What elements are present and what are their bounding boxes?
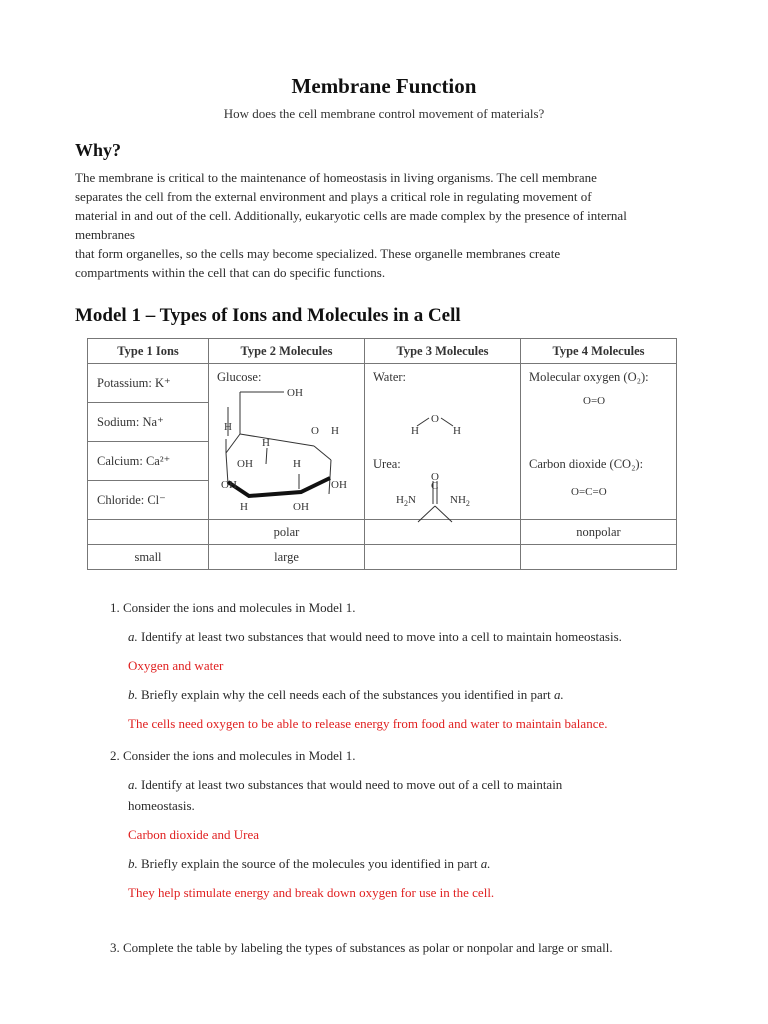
oxygen-formula: O=O — [583, 395, 606, 407]
why-line: The membrane is critical to the maintenance of homeostasis in living organisms. The cell membrane — [75, 170, 597, 185]
answer-2b: They help stimulate energy and break down oxygen for use in the cell. — [128, 885, 495, 900]
size-cell — [521, 545, 677, 570]
glucose-label: Glucose: — [217, 370, 262, 384]
glucose-h-label: H — [293, 458, 301, 470]
urea-nh2-right: $NH_2$ — [450, 494, 470, 509]
part-label: a. — [128, 777, 138, 792]
question-3: 3. Complete the table by labeling the types of substances as polar or nonpolar and large or small. — [110, 940, 613, 955]
page-title: Membrane Function — [291, 74, 477, 98]
why-paragraph — [75, 168, 695, 282]
answer-1b: The cells need oxygen to be able to release energy from food and water to maintain balance. — [128, 716, 608, 731]
glucose-h-label: H — [331, 425, 339, 437]
why-heading: Why? — [75, 140, 122, 160]
part-ref: a. — [553, 687, 564, 702]
type3-cell — [365, 364, 521, 520]
urea-structure-diagram — [365, 364, 520, 514]
model-heading: Model 1 – Types of Ions and Molecules in a Cell — [75, 305, 461, 326]
why-line: compartments within the cell that can do specific functions. — [75, 265, 386, 280]
page-subtitle: How does the cell membrane control movement of materials? — [223, 106, 545, 121]
glucose-h-label: H — [224, 421, 232, 433]
polarity-cell — [365, 520, 521, 545]
ion-calcium: Calcium: Ca²⁺ — [88, 442, 209, 481]
glucose-oh-label: OH — [287, 387, 303, 399]
glucose-cell — [209, 364, 365, 520]
question-1: 1. Consider the ions and molecules in Model 1. — [110, 600, 356, 615]
question-2a-continued: homeostasis. — [128, 798, 195, 813]
glucose-structure-diagram — [209, 364, 364, 514]
part-label: b. — [128, 856, 138, 871]
polarity-cell: nonpolar — [521, 520, 677, 545]
urea-nh2-left: $H_2N$ — [396, 494, 416, 509]
question-2a-text: Identify at least two substances that would need to move out of a cell to maintain — [137, 777, 563, 792]
part-ref: a. — [480, 856, 491, 871]
water-o-label: O — [431, 413, 439, 425]
glucose-h-label: H — [262, 437, 270, 449]
question-1b — [128, 687, 564, 703]
why-line: material in and out of the cell. Additionally, eukaryotic cells are made complex by the presence of internal — [75, 208, 627, 223]
question-2: 2. Consider the ions and molecules in Model 1. — [110, 748, 356, 763]
polarity-cell: polar — [209, 520, 365, 545]
polarity-cell — [88, 520, 209, 545]
urea-o-label: O — [431, 471, 439, 483]
type4-cell — [521, 364, 677, 520]
size-cell: large — [209, 545, 365, 570]
question-1a — [128, 629, 622, 645]
glucose-oh-label: OH — [293, 501, 309, 513]
why-line: separates the cell from the external environment and plays a critical role in regulating movement of — [75, 189, 592, 204]
glucose-oh-label: OH — [331, 479, 347, 491]
size-row — [88, 545, 677, 570]
part-label: b. — [128, 687, 138, 702]
ion-potassium: Potassium: K⁺ — [88, 364, 209, 403]
water-h-label: H — [453, 425, 461, 437]
glucose-o-label: O — [311, 425, 319, 437]
urea-label: Urea: — [373, 457, 401, 471]
water-h-label: H — [411, 425, 419, 437]
question-2b — [128, 856, 490, 872]
polarity-row — [88, 520, 677, 545]
header-type3: Type 3 Molecules — [365, 339, 521, 364]
header-type2: Type 2 Molecules — [209, 339, 365, 364]
glucose-oh-label: OH — [221, 479, 237, 491]
model-table — [87, 338, 677, 570]
answer-1a: Oxygen and water — [128, 658, 224, 673]
co2-formula: O=C=O — [571, 486, 607, 498]
glucose-oh-label: OH — [237, 458, 253, 470]
size-cell — [365, 545, 521, 570]
urea-c-label: C — [431, 480, 439, 492]
table-header-row — [88, 339, 677, 364]
question-1a-text: Identify at least two substances that would need to move into a cell to maintain homeostasis. — [137, 629, 622, 644]
oxygen-label: Molecular oxygen (O₂): — [529, 370, 649, 384]
question-2b-text: Briefly explain the source of the molecules you identified in part — [137, 856, 481, 871]
part-label: a. — [128, 629, 138, 644]
question-1b-text: Briefly explain why the cell needs each of the substances you identified in part — [137, 687, 554, 702]
glucose-h-label: H — [240, 501, 248, 513]
water-label: Water: — [373, 370, 407, 384]
why-line: that form organelles, so the cells may become specialized. These organelle membranes create — [75, 246, 561, 261]
header-type1: Type 1 Ions — [88, 339, 209, 364]
why-line: membranes — [75, 227, 135, 242]
question-2a — [128, 777, 562, 793]
answer-2a: Carbon dioxide and Urea — [128, 827, 260, 842]
ion-sodium: Sodium: Na⁺ — [88, 403, 209, 442]
co2-label: Carbon dioxide (CO₂): — [529, 457, 644, 471]
header-type4: Type 4 Molecules — [521, 339, 677, 364]
size-cell: small — [88, 545, 209, 570]
ion-chloride: Chloride: Cl⁻ — [88, 481, 209, 520]
